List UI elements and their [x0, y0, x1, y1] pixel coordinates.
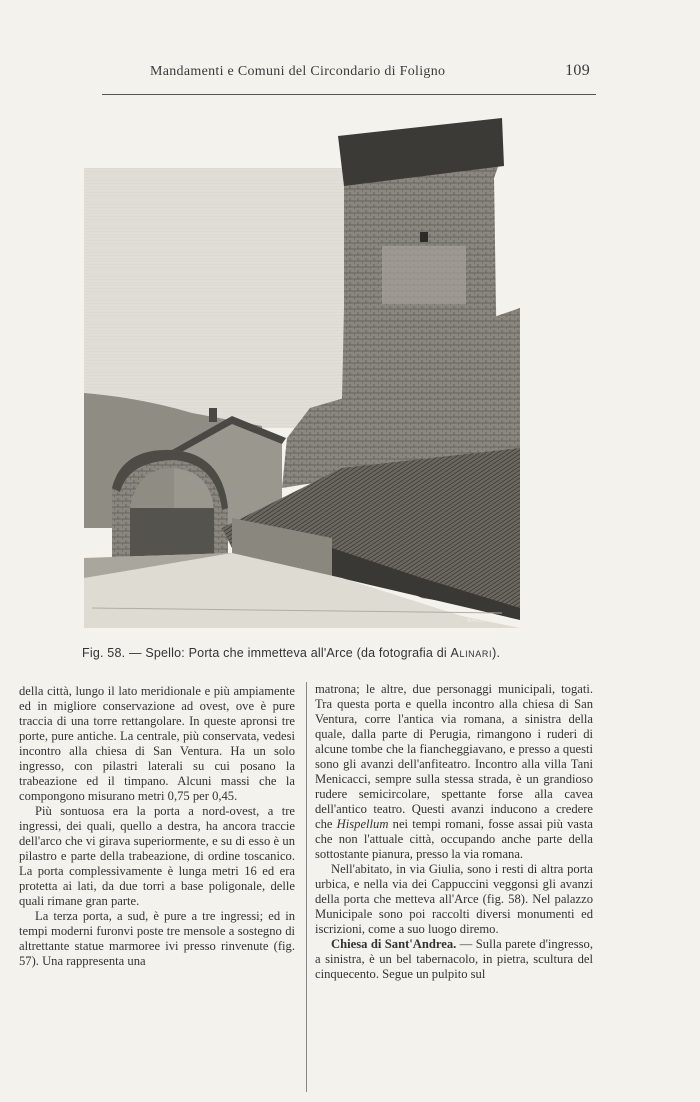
caption-text: Fig. 58. — Spello: Porta che immetteva all'Arce (da fotografia di — [82, 646, 451, 660]
right-paragraph-1-rest: nei tempi romani, fosse assai più vasta che non l'attuale città, occupando anche parte della sottostante pianura, presso la via romana. — [315, 817, 593, 861]
page-number: 109 — [565, 62, 590, 79]
header-rule — [102, 94, 596, 95]
section-heading-sant-andrea: Chiesa di Sant'Andrea. — [331, 937, 457, 951]
figure-caption — [82, 646, 622, 660]
left-paragraph-3: La terza porta, a sud, è pure a tre ingressi; ed in tempi moderni furonvi poste tre mensole a sostegno di altrettante statue marmoree ivi presso rinvenute (fig. 57). Una rappresenta una — [19, 909, 295, 968]
right-paragraph-3 — [315, 937, 593, 982]
right-column — [306, 682, 593, 1092]
right-paragraph-1 — [315, 682, 593, 862]
left-paragraph-2: Più sontuosa era la porta a nord-ovest, a tre ingressi, dei quali, quello a destra, ha ancora traccie dell'arco che vi girava superiormente, e su di esso è un pilastro e parte della trabeazione, di ordine toscanico. La porta complessivamente è lunga metri 16 ed era protetta ai lati, da due torri a base poligonale, delle quali rimane gran parte. — [19, 804, 295, 908]
hispellum-italic: Hispellum — [336, 817, 389, 831]
caption-end: ). — [492, 646, 501, 660]
engraving-figure — [82, 108, 524, 636]
left-paragraph-1: della città, lungo il lato meridionale e più ampiamente ed in migliore conservazione ad ovest, ove è pure traccia di una torre rettangolare. In queste apronsi tre porte, pure antiche. La centrale, più conservata, vedesi incontro alla chiesa di San Ventura. Ha un solo ingresso, con pilastri laterali su cui posano la trabeazione ed il timpano. Alcuni massi che la compongono misurano metri 0,75 per 0,45. — [19, 684, 295, 803]
right-paragraph-1-text: matrona; le altre, due personaggi municipali, togati. Tra questa porta e quella incontro alla chiesa di San Ventura, corre l'antica via romana, a sinistra della quale, dalla parte di Perugia, rimangono i ruderi di alcune tombe che la fiancheggiavano, e presso a questi sono gli avanzi dell'anfiteatro. Incontro alla villa Tani Menicacci, sempre sulla stessa strada, è un grandioso rudere semicircolare, spettante forse alla cavea dell'antico teatro. Questi avanzi inducono a credere che — [315, 682, 593, 831]
right-paragraph-2: Nell'abitato, in via Giulia, sono i resti di altra porta urbica, e nella via dei Cappuccini veggonsi gli avanzi della porta che metteva all'Arce (fig. 58). Nel palazzo Municipale sono poi raccolti diversi monumenti ed iscrizioni, come a suo luogo diremo. — [315, 862, 593, 936]
left-column — [19, 684, 295, 969]
caption-credit: Alinari — [450, 646, 493, 660]
right-paragraph-3-text: — Sulla parete d'ingresso, a sinistra, è un bel tabernacolo, in pietra, scultura del cinquecento. Segue un pulpito sul — [315, 937, 593, 981]
tower-engraving-image — [82, 108, 524, 636]
running-title: Mandamenti e Comuni del Circondario di Foligno — [150, 64, 446, 79]
engraver-signature: BAZZI — [467, 617, 487, 624]
